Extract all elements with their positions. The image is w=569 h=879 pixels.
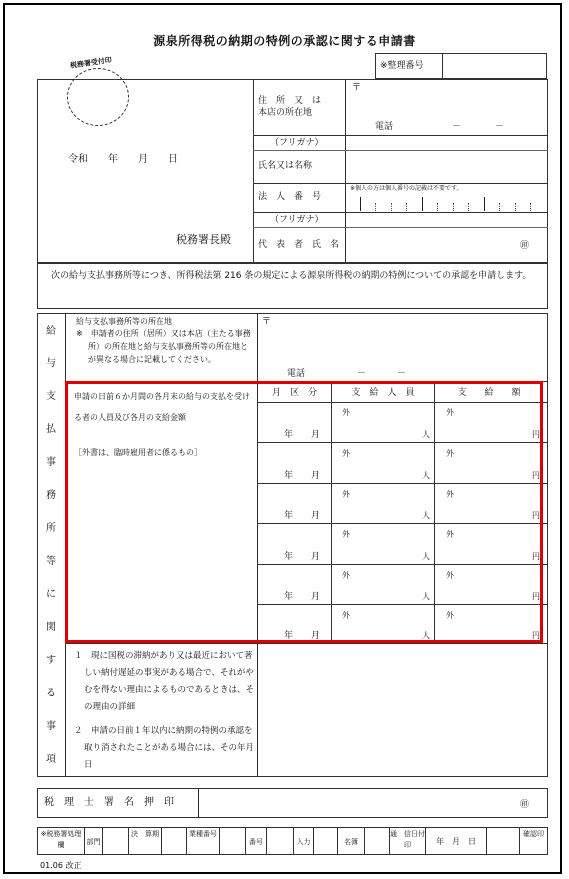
col-month-header: 月 区 分 <box>271 388 317 398</box>
tax-accountant-field[interactable] <box>199 789 547 817</box>
name-field[interactable] <box>346 151 547 182</box>
corp-number-field[interactable] <box>346 193 547 211</box>
condition-field-2[interactable] <box>258 720 547 776</box>
condition-field-1[interactable] <box>258 644 547 719</box>
office-address-note: ※ 申請者の住所（居所）又は本店（主たる事務所）の所在地と給与支払事務所等の所在地とが異なる場合に記載してください。 <box>76 329 251 364</box>
reception-stamp-label: 税務署受付印 <box>69 56 113 70</box>
office-use-col-register: 名簿 <box>344 838 358 846</box>
office-phone-dash-1: － <box>357 369 367 379</box>
tax-accountant-seal-mark: ㊞ <box>520 800 530 810</box>
office-phone-dash-2: － <box>397 369 407 379</box>
office-use-col-number: 番号 <box>249 838 263 846</box>
rep-furigana-field[interactable] <box>346 213 547 227</box>
address-label-line1: 住 所 又 は <box>258 96 322 106</box>
corp-number-note: ※個人の方は個人番号の記載は不要です。 <box>350 185 463 192</box>
rep-seal-mark: ㊞ <box>520 241 530 251</box>
rep-furigana-label: （フリガナ） <box>270 215 324 225</box>
payroll-description: 申請の日前６か月間の各月末の給与の支払を受ける者の人員及び各月の支給金額 <box>74 392 250 422</box>
address-field[interactable] <box>360 84 546 114</box>
reference-number-label: ※整理番号 <box>380 61 424 71</box>
office-phone-label: 電話 <box>287 369 306 379</box>
office-use-col-industry: 業種番号 <box>189 830 217 838</box>
office-use-col-ymd: 年 月 日 <box>436 837 476 846</box>
condition-item-1: １ 現に国税の滞納があり又は最近において著しい納付遅延の事実がある場合で、それがやむを得ない理由によるものであるときは、その理由の詳細 <box>74 651 255 712</box>
address-phone-dash-2: － <box>495 122 505 132</box>
table-row[interactable]: 年 月 外 人 外 円 <box>284 611 540 641</box>
office-address-title: 給与支払事務所等の所在地 <box>76 317 172 326</box>
office-use-col-fiscal-term: 決 算期 <box>131 830 159 838</box>
office-use-col-confirm: 確認印 <box>523 830 544 838</box>
office-use-col-input: 入力 <box>296 838 311 846</box>
revision-note: 01.06 改正 <box>40 861 82 870</box>
form-title: 源泉所得税の納期の特例の承認に関する申請書 <box>153 34 416 48</box>
date-label: 令和 年 月 日 <box>68 154 178 165</box>
payroll-highlight-frame <box>65 381 543 643</box>
address-label-line2: 本店の所在地 <box>258 108 313 118</box>
corp-number-label: 法 人 番 号 <box>258 192 322 202</box>
tax-accountant-label: 税 理 士 署 名 押 印 <box>44 797 174 808</box>
address-phone-dash-1: － <box>452 122 462 132</box>
rep-name-field[interactable] <box>346 228 547 262</box>
office-use-col-processing: ※税務署処理欄 <box>40 830 82 849</box>
table-row[interactable]: 年 月 外 人 外 円 <box>284 490 540 521</box>
col-persons-header: 支 給 人 員 <box>351 388 415 398</box>
condition-item-2: ２ 申請の日前１年以内に納期の特例の承認を取り消されたことがある場合には、その年月日 <box>74 726 255 770</box>
office-use-col-date-stamp: 通 信日付印 <box>390 830 425 849</box>
furigana-field[interactable] <box>346 136 547 150</box>
table-row[interactable]: 年 月 外 人 外 円 <box>284 530 540 562</box>
payroll-description-note: ［外書は、臨時雇用者に係るもの］ <box>74 448 202 457</box>
office-address-field[interactable] <box>270 318 546 366</box>
address-phone-label: 電話 <box>375 122 394 132</box>
reception-stamp-circle <box>67 68 129 126</box>
office-postal-mark: 〒 <box>262 317 272 327</box>
col-amount-header: 支 給 額 <box>457 388 521 398</box>
table-row[interactable]: 年 月 外 人 外 円 <box>284 408 540 440</box>
name-label: 氏名又は名称 <box>258 161 313 171</box>
rep-name-label: 代 表 者 氏 名 <box>258 240 340 250</box>
intro-text: 次の給与支払事務所等につき、所得税法第 216 条の規定による源泉所得税の納期の特例についての承認を申請します。 <box>51 271 532 281</box>
furigana-label: （フリガナ） <box>270 138 324 148</box>
tax-office-label: 税務署長殿 <box>176 233 231 246</box>
table-row[interactable]: 年 月 外 人 外 円 <box>284 449 540 481</box>
reference-number-field[interactable] <box>443 54 546 78</box>
office-use-col-department: 部門 <box>86 838 101 846</box>
address-postal-mark: 〒 <box>352 83 362 93</box>
table-row[interactable]: 年 月 外 人 外 円 <box>284 571 540 602</box>
